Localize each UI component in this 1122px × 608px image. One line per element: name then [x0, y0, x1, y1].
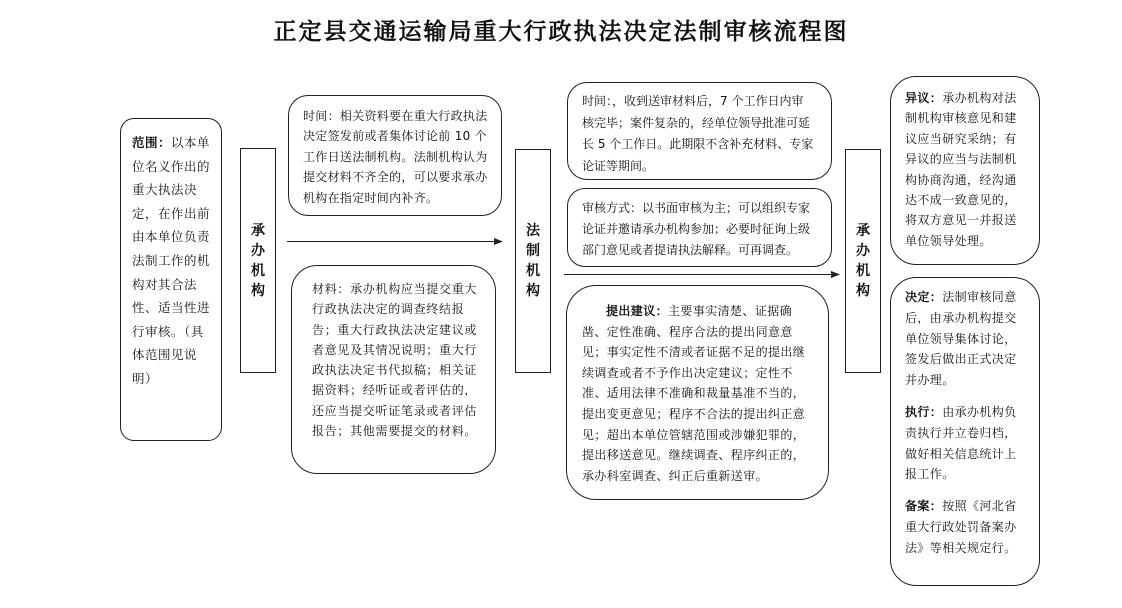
submission-time-box — [288, 95, 502, 216]
handler-node-right — [845, 149, 881, 373]
objection-label: 异议： — [905, 91, 943, 105]
execution-text: 由承办机构负 责执行并立卷归档， 做好相关信息统计上 报工作。 — [905, 404, 1017, 482]
decision-label: 决定： — [905, 290, 943, 304]
scope-text: 以本单 位名义作出的 重大执法决 定，在作出前 由本单位负责 法制工作的机 构对其合法 性、适当性进 行审核。（具 体范围见说 明） — [132, 135, 211, 386]
submission-time-text: 时间：相关资料要在重大行政执法 决定签发前或者集体讨论前 10 个 工作日送法制机构。法制机构认为 提交材料不齐全的，可以要求承办 机构在指定时间内补齐。 — [303, 109, 488, 205]
review-method-box — [567, 188, 832, 267]
decision-text: 法制审核同意 后，由承办机构提交 单位领导集体讨论， 签发后做出正式决定 并办理。 — [905, 290, 1017, 388]
review-time-text: 时间：，收到送审材料后，7 个工作日内审 核完毕；案件复杂的，经单位领导批准可延 长 5 个工作日。此期限不含补充材料、专家 论证等期间。 — [582, 94, 814, 173]
decision-paragraph — [905, 287, 1039, 391]
handler-node-right-label: 承办机构 — [856, 223, 870, 299]
objection-box — [890, 76, 1040, 265]
handler-node-left — [240, 148, 276, 373]
arrow-legal-to-handler-head — [831, 271, 840, 278]
suggestion-label: 提出建议： — [606, 304, 669, 318]
legal-node — [515, 149, 551, 373]
review-suggestion-box — [566, 285, 829, 500]
objection-text: 承办机构对法 制机构审核意见和建 议应当研究采纳；有 异议的应当与法制机 构协商沟通，经沟通 达不成一致意见的， 将双方意见一并报送 单位领导处理。 — [905, 91, 1017, 248]
review-time-box — [567, 82, 832, 180]
scope-box — [120, 118, 222, 441]
execution-paragraph — [905, 402, 1039, 485]
filing-label: 备案： — [905, 499, 943, 514]
filing-text: 按照《河北省 重大行政处罚备案办 法》等相关规定行。 — [905, 499, 1017, 555]
review-method-text: 审核方式：以书面审核为主；可以组织专家 论证并邀请承办机构参加；必要时征询上级 部门意见或者提请执法解释。可再调查。 — [582, 201, 811, 257]
submission-materials-text: 材料：承办机构应当提交重大 行政执法决定的调查终结报 告；重大行政执法决定建议或 者意见及其情况说明；重大行 政执法决定书代拟稿；相关证 据资料；经听证或者评估的， 还应当提交听证笔录或者评估 报告；其他需要提交的材料。 — [312, 282, 478, 439]
execution-label: 执行： — [905, 404, 943, 419]
suggestion-text: 主要事实清楚、证据确 凿、定性准确、程序合法的提出同意意 见；事实定性不清或者证据不足的提出继 续调查或者不予作出决定建议；定性不 准、适用法律不准确和裁量基准不当的， 提出变更意见；程序不合法的提出纠正意 见；超出本单位管辖范围或涉嫌犯罪的， 提出移送意见。继续调查、程序纠正的， 承办科室调查、纠正后重新送审。 — [582, 304, 806, 483]
arrow-submission-to-legal-head — [494, 238, 503, 245]
legal-node-label: 法制机构 — [526, 223, 540, 299]
scope-label: 范围： — [132, 135, 172, 150]
outcome-box — [890, 277, 1040, 586]
handler-node-left-label: 承办机构 — [251, 222, 265, 299]
filing-paragraph — [905, 496, 1039, 558]
page-title: 正定县交通运输局重大行政执法决定法制审核流程图 — [273, 18, 849, 45]
submission-materials-box — [291, 265, 496, 474]
